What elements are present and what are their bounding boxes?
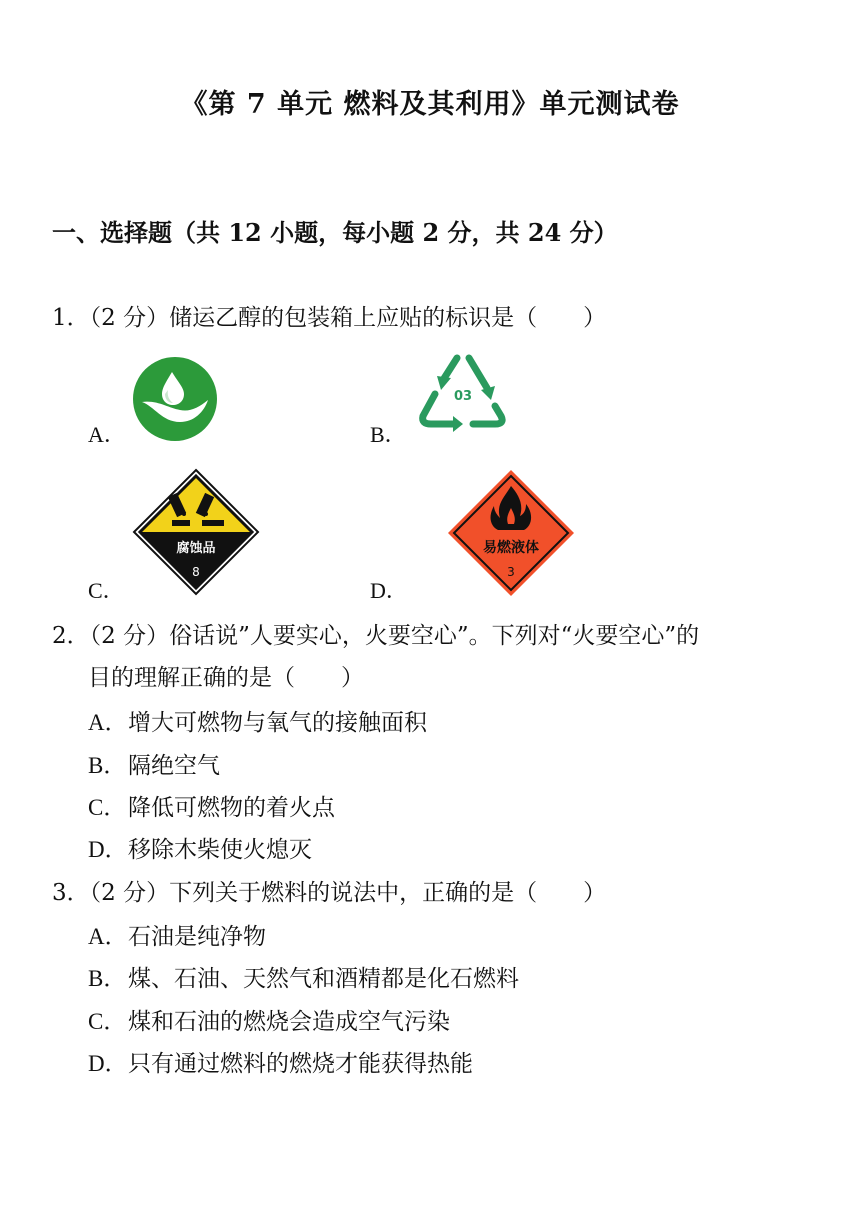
corrosive-class-number: 8 xyxy=(192,565,200,579)
q2-option-d xyxy=(88,829,312,871)
option-text: 煤、石油、天然气和酒精都是化石燃料 xyxy=(128,966,519,992)
q3-option-c xyxy=(88,1001,450,1043)
corrosive-hazard-icon xyxy=(132,468,260,600)
option-text: 移除木柴使火熄灭 xyxy=(128,837,312,863)
option-letter: A． xyxy=(88,924,128,949)
option-letter: D． xyxy=(88,837,128,862)
recycle-code-label: 03 xyxy=(453,389,473,404)
flammable-class-number: 3 xyxy=(507,565,515,579)
q1-option-d-letter: D． xyxy=(370,578,408,603)
option-letter: C． xyxy=(88,1009,127,1034)
question-1-stem: 1．（2 分）储运乙醇的包装箱上应贴的标识是（ ） xyxy=(52,305,607,331)
option-letter: D． xyxy=(88,1051,128,1076)
q2-option-a xyxy=(88,702,427,744)
corrosive-label: 腐蚀品 xyxy=(176,541,216,556)
q3-option-b xyxy=(88,958,519,1000)
option-letter: B． xyxy=(88,966,127,991)
option-text: 隔绝空气 xyxy=(128,753,220,779)
q1-option-c-letter: C． xyxy=(88,578,125,603)
recycle-03-icon xyxy=(415,350,511,444)
flammable-liquid-icon xyxy=(446,468,576,602)
option-text: 煤和石油的燃烧会造成空气污染 xyxy=(128,1009,450,1035)
q2-option-c xyxy=(88,787,335,829)
q3-option-a xyxy=(88,916,266,958)
option-text: 增大可燃物与氧气的接触面积 xyxy=(128,710,427,736)
option-letter: A． xyxy=(88,710,128,735)
option-text: 降低可燃物的着火点 xyxy=(128,795,335,821)
flammable-label: 易燃液体 xyxy=(483,540,539,556)
question-2-stem-line1: 2．（2 分）俗话说”人要实心，火要空心”。下列对“火要空心”的 xyxy=(52,623,700,649)
q3-option-d xyxy=(88,1043,473,1085)
water-saving-icon xyxy=(132,356,218,446)
option-letter: C． xyxy=(88,795,127,820)
q2-option-b xyxy=(88,745,220,787)
question-3-stem: 3．（2 分）下列关于燃料的说法中，正确的是（ ） xyxy=(52,880,607,906)
q1-option-a-letter: A． xyxy=(88,422,126,447)
q1-option-b-letter: B． xyxy=(370,422,407,447)
section-heading: 一、选择题（共 12 小题，每小题 2 分，共 24 分） xyxy=(52,218,618,247)
option-letter: B． xyxy=(88,753,127,778)
page-title: 《第 7 单元 燃料及其利用》单元测试卷 xyxy=(180,89,680,120)
option-text: 只有通过燃料的燃烧才能获得热能 xyxy=(128,1051,473,1077)
question-2-stem-line2: 目的理解正确的是（ ） xyxy=(88,665,364,691)
option-text: 石油是纯净物 xyxy=(128,924,266,950)
